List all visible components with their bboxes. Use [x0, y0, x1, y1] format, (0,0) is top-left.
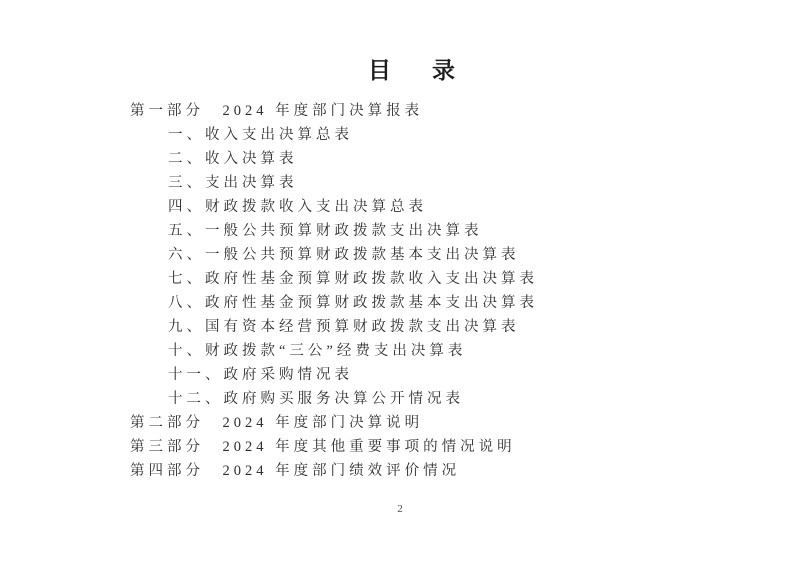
toc-entry-item-9: 九、国有资本经营预算财政拨款支出决算表	[168, 319, 520, 335]
toc-entry-item-6: 六、一般公共预算财政拨款基本支出决算表	[168, 247, 520, 263]
toc-entry-item-8: 八、政府性基金预算财政拨款基本支出决算表	[168, 295, 538, 311]
toc-entry-item-3: 三、支出决算表	[168, 175, 298, 191]
toc-entry-item-10: 十、财政拨款“三公”经费支出决算表	[168, 343, 467, 359]
toc-entry-item-5: 五、一般公共预算财政拨款支出决算表	[168, 223, 483, 239]
toc-entry-part-4: 第四部分 2024 年度部门绩效评价情况	[130, 463, 461, 479]
toc-entry-part-2: 第二部分 2024 年度部门决算说明	[130, 415, 424, 431]
table-of-contents	[130, 99, 600, 483]
toc-entry-item-4: 四、财政拨款收入支出决算总表	[168, 199, 427, 215]
toc-entry-item-12: 十二、政府购买服务决算公开情况表	[168, 391, 464, 407]
toc-entry-item-2: 二、收入决算表	[168, 151, 298, 167]
page-number: 2	[397, 503, 403, 515]
toc-entry-part-1: 第一部分 2024 年度部门决算报表	[130, 103, 424, 119]
toc-entry-part-3: 第三部分 2024 年度其他重要事项的情况说明	[130, 439, 516, 455]
toc-entry-item-7: 七、政府性基金预算财政拨款收入支出决算表	[168, 271, 538, 287]
page-title: 目 录	[368, 58, 464, 83]
toc-entry-item-11: 十一、政府采购情况表	[168, 367, 353, 383]
toc-entry-item-1: 一、收入支出决算总表	[168, 127, 353, 143]
